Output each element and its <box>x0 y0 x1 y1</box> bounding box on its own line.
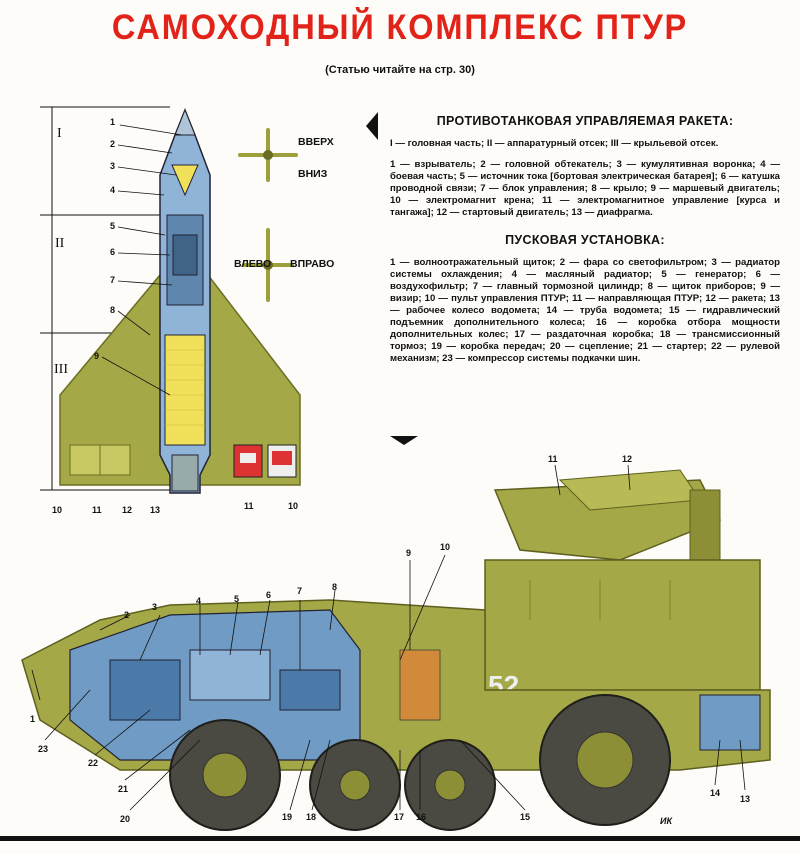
vehicle-callout-13: 13 <box>740 794 751 804</box>
vehicle-callout-11: 11 <box>548 454 558 464</box>
vehicle-callout-15: 15 <box>520 812 531 822</box>
vehicle-diagram <box>0 440 800 835</box>
missile-callout-11b: 11 <box>244 501 254 511</box>
vehicle-callout-1: 1 <box>30 714 36 724</box>
page-subtitle: (Статью читайте на стр. 30) <box>325 64 475 76</box>
legend-column <box>370 110 780 374</box>
missile-sections-text: I — головная часть; II — аппаратурный отсек; III — крыльевой отсек. <box>390 138 719 149</box>
missile-callout-3: 3 <box>110 161 116 171</box>
direction-left-label: ВЛЕВО <box>234 258 272 270</box>
launcher-heading: ПУСКОВАЯ УСТАНОВКА: <box>505 233 665 247</box>
vehicle-callout-16: 16 <box>416 812 427 822</box>
vehicle-callout-4: 4 <box>196 596 202 606</box>
missile-callout-10: 10 <box>52 505 63 515</box>
section-label-III: III <box>54 362 68 377</box>
vehicle-callout-14: 14 <box>710 788 721 798</box>
vehicle-callout-12: 12 <box>622 454 633 464</box>
missile-callout-7: 7 <box>110 275 116 285</box>
vehicle-callout-10: 10 <box>440 542 451 552</box>
direction-down-label: ВНИЗ <box>298 168 328 180</box>
vehicle-callout-20: 20 <box>120 814 131 824</box>
vehicle-callout-22: 22 <box>88 758 99 768</box>
section-label-II: II <box>55 236 65 251</box>
vehicle-callout-21: 21 <box>118 784 129 794</box>
direction-up-label: ВВЕРХ <box>298 136 334 148</box>
missile-callout-13: 13 <box>150 505 161 515</box>
missile-callout-12: 12 <box>122 505 133 515</box>
vehicle-callout-19: 19 <box>282 812 293 822</box>
vehicle-callout-6: 6 <box>266 590 272 600</box>
vehicle-callout-2: 2 <box>124 610 130 620</box>
vehicle-callout-8: 8 <box>332 582 338 592</box>
missile-callout-8: 8 <box>110 305 116 315</box>
missile-callout-4: 4 <box>110 185 116 195</box>
missile-callout-2: 2 <box>110 139 116 149</box>
hull-number: 52 <box>488 670 520 701</box>
direction-right-label: ВПРАВО <box>290 258 335 270</box>
bottom-rule <box>0 836 800 841</box>
missile-callout-11: 11 <box>92 505 102 515</box>
page-title: САМОХОДНЫЙ КОМПЛЕКС ПТУР <box>111 8 689 47</box>
missile-callout-10b: 10 <box>288 501 299 511</box>
missile-callout-5: 5 <box>110 221 116 231</box>
artist-signature: ИК <box>660 816 673 826</box>
vehicle-callout-5: 5 <box>234 594 240 604</box>
vehicle-callout-3: 3 <box>152 602 158 612</box>
section-label-I: I <box>57 126 62 141</box>
launcher-parts-text: 1 — волноотражательный щиток; 2 — фара со светофильтром; 3 — радиатор системы охлаждения; 4 — масляный радиатор; 5 — генератор; 6 — воздухофильтр; 7 — главный тормозной цилиндр; 8 — щиток приборов; 9 — визир; 10 — пульт управления ПТУР; 11 — направляющая ПТУР; 12 — ракета; 13 — рабочее колесо водомета; 14 — труба водомета; 15 — гидравлический подъемник дополнительного колеса; 16 — коробка отбора мощности дополнительных колес; 17 — раздаточная коробка; 18 — трансмиссионный тормоз; 19 — коробка передач; 20 — сцепление; 21 — стартер; 22 — рулевой механизм; 23 — компрессор системы подкачки шин. <box>390 257 780 364</box>
missile-heading: ПРОТИВОТАНКОВАЯ УПРАВЛЯЕМАЯ РАКЕТА: <box>436 114 734 128</box>
vehicle-callout-17: 17 <box>394 812 405 822</box>
missile-callout-1: 1 <box>110 117 116 127</box>
vehicle-callout-7: 7 <box>297 586 303 596</box>
missile-callout-6: 6 <box>110 247 116 257</box>
missile-parts-text: 1 — взрыватель; 2 — головной обтекатель; 3 — кумулятивная воронка; 4 — боевая часть; 5 — источник тока [бортовая электрическая батарея]; 6 — катушка проводной связи; 7 — блок управления; 8 — крыло; 9 — маршевый двигатель; 10 — электромагнит крена; 11 — электромагнитное управление [курса и тангажа]; 12 — стартовый двигатель; 13 — диафрагма. <box>390 159 780 218</box>
missile-callout-9: 9 <box>94 351 100 361</box>
vehicle-callout-9: 9 <box>406 548 412 558</box>
vehicle-callout-23: 23 <box>38 744 49 754</box>
vehicle-callout-18: 18 <box>306 812 317 822</box>
